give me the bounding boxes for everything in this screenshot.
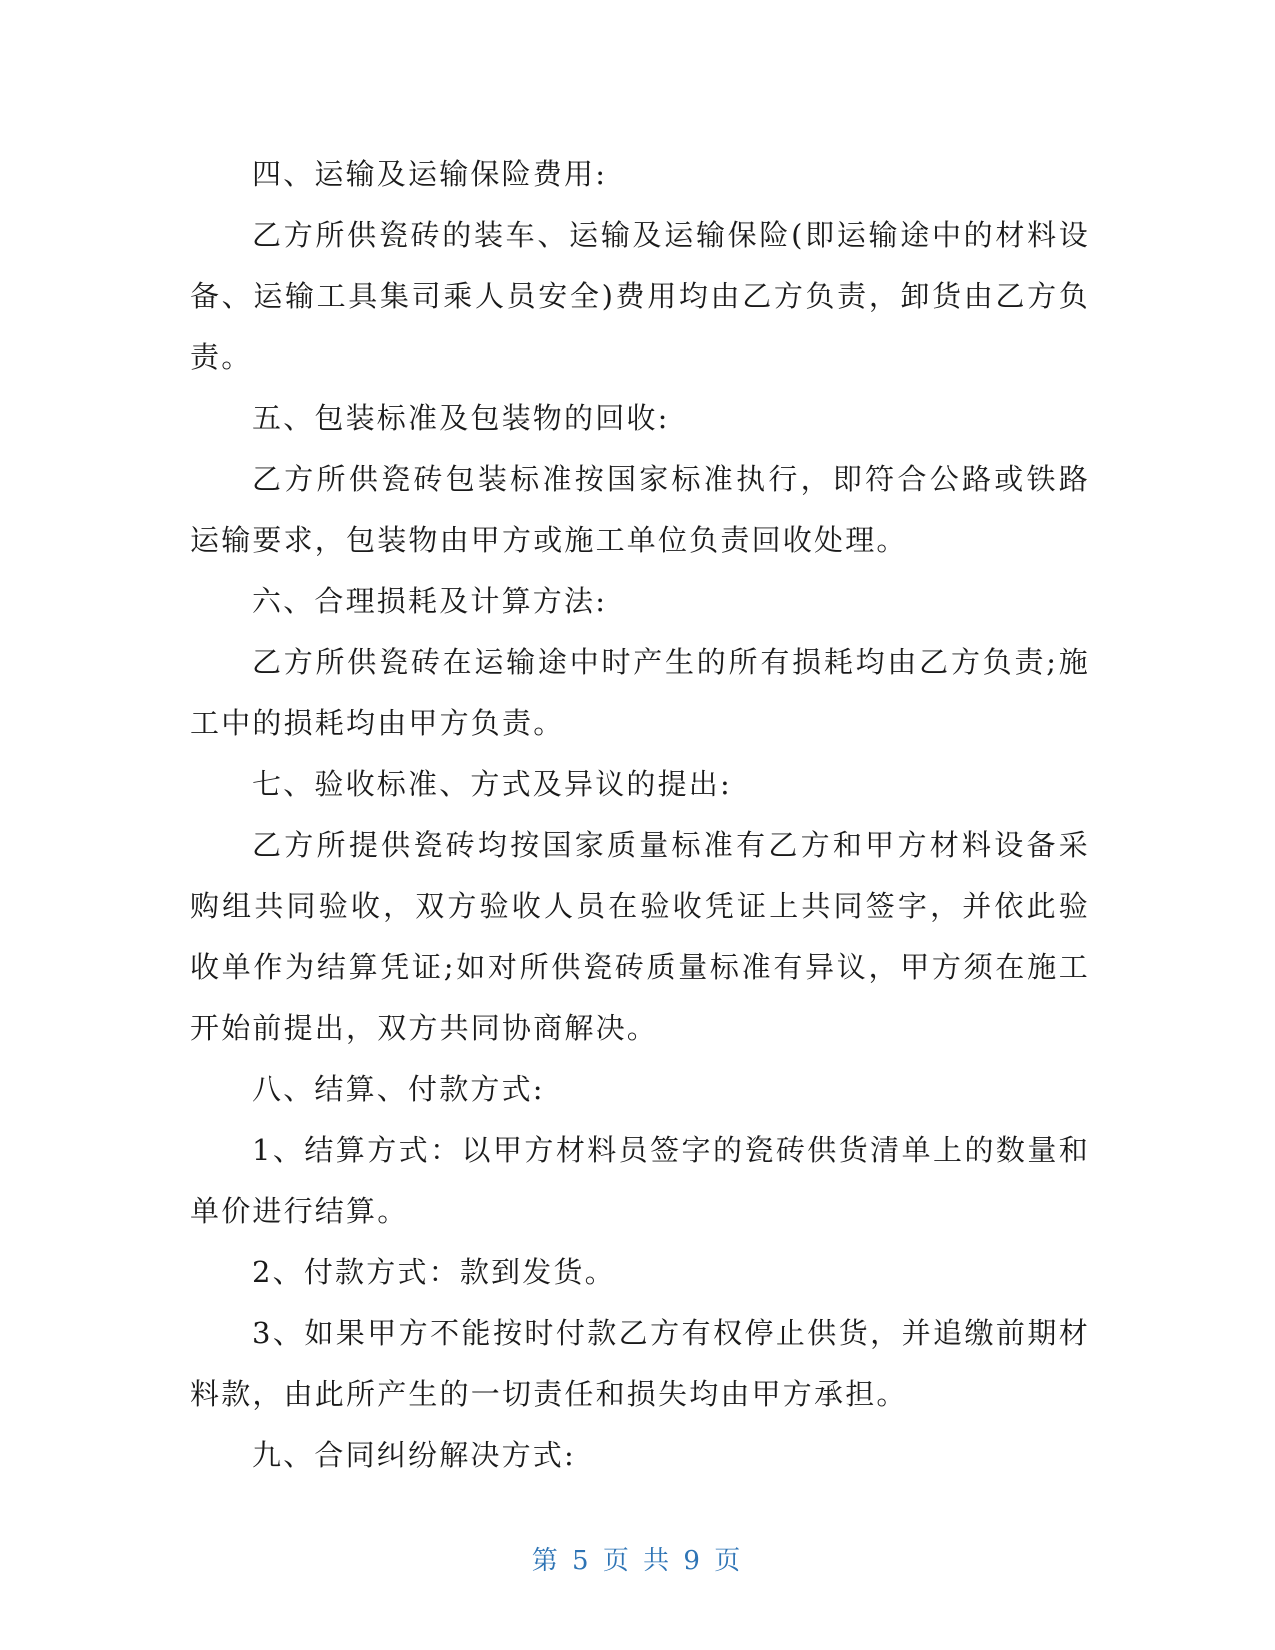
document-body xyxy=(190,144,1090,1486)
page-footer xyxy=(0,1540,1275,1577)
paragraph-acceptance: 乙方所提供瓷砖均按国家质量标准有乙方和甲方材料设备采购组共同验收，双方验收人员在验收凭证上共同签字，并依此验收单作为结算凭证;如对所供瓷砖质量标准有异议，甲方须在施工开始前提出，双方共同协商解决。 xyxy=(190,828,1090,1045)
section-heading-acceptance: 七、验收标准、方式及异议的提出: xyxy=(252,767,732,801)
paragraph-loss: 乙方所供瓷砖在运输途中时产生的所有损耗均由乙方负责;施工中的损耗均由甲方负责。 xyxy=(190,645,1090,740)
section-heading-dispute: 九、合同纠纷解决方式: xyxy=(252,1438,576,1472)
paragraph-settlement-method: 1、结算方式：以甲方材料员签字的瓷砖供货清单上的数量和单价进行结算。 xyxy=(190,1133,1090,1228)
paragraph-late-payment: 3、如果甲方不能按时付款乙方有权停止供货，并追缴前期材料款，由此所产生的一切责任和损失均由甲方承担。 xyxy=(190,1316,1090,1411)
section-heading-loss: 六、合理损耗及计算方法: xyxy=(252,584,608,618)
paragraph-payment-method: 2、付款方式：款到发货。 xyxy=(252,1255,616,1289)
paragraph-packaging: 乙方所供瓷砖包装标准按国家标准执行，即符合公路或铁路运输要求，包装物由甲方或施工单位负责回收处理。 xyxy=(190,462,1090,557)
section-heading-packaging: 五、包装标准及包装物的回收: xyxy=(252,401,670,435)
page-number: 第 5 页 共 9 页 xyxy=(531,1546,744,1576)
section-heading-transport: 四、运输及运输保险费用: xyxy=(252,157,608,191)
section-heading-settlement: 八、结算、付款方式: xyxy=(252,1072,545,1106)
paragraph-transport: 乙方所供瓷砖的装车、运输及运输保险(即运输途中的材料设备、运输工具集司乘人员安全)费用均由乙方负责，卸货由乙方负责。 xyxy=(190,218,1090,374)
